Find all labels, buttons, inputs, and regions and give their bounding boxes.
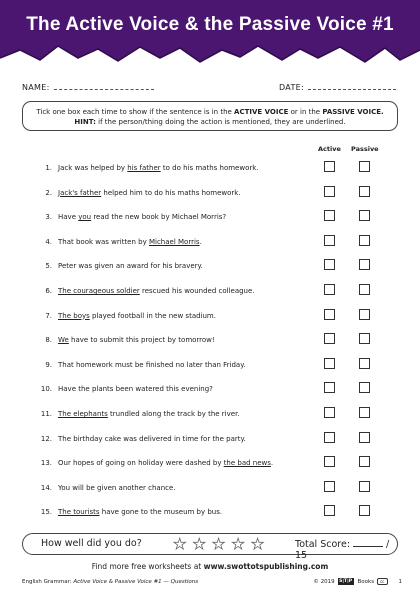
active-checkbox[interactable] (324, 481, 335, 492)
more-worksheets (0, 562, 420, 571)
question-number: 5. (45, 262, 52, 271)
passive-checkbox[interactable] (359, 333, 370, 344)
question-post: rescued his wounded colleague. (139, 287, 255, 295)
question-text (58, 410, 240, 418)
question-number: 4. (45, 237, 52, 246)
instructions-text-1: Tick one box each time to show if the sentence is in the (36, 108, 232, 116)
score-box (22, 533, 398, 561)
question-pre: You will be given another chance. (58, 483, 176, 492)
question-agent: his father (127, 164, 161, 172)
question-text (58, 385, 213, 393)
question-post: have to submit this project by tomorrow! (68, 336, 215, 345)
question-agent: We (58, 336, 69, 345)
date-label: DATE: (278, 83, 304, 92)
footer-italic: Active Voice & Passive Voice #1 — Questions (73, 579, 199, 585)
question-pre: That homework must be finished no later than Friday. (58, 360, 246, 369)
question-pre: Have the plants been watered this evening? (58, 385, 213, 394)
passive-checkbox[interactable] (359, 235, 370, 246)
question-row (0, 429, 420, 454)
question-post: trundled along the track by the river. (107, 410, 240, 418)
question-row (0, 502, 420, 527)
question-pre: Our hopes of going on holiday were dashed by (58, 459, 224, 468)
passive-checkbox[interactable] (359, 456, 370, 467)
footer-title (22, 579, 198, 585)
question-text (58, 213, 226, 221)
question-text (58, 312, 216, 320)
active-checkbox[interactable] (324, 333, 335, 344)
question-pre: Have (58, 213, 79, 222)
question-agent: the bad news (223, 459, 271, 468)
star-icon[interactable]: ★ (250, 535, 271, 553)
question-row (0, 478, 420, 503)
question-agent: The courageous soldier (58, 287, 140, 295)
active-checkbox[interactable] (324, 505, 335, 516)
question-text (58, 336, 215, 344)
question-row (0, 404, 420, 429)
question-agent: The boys (58, 311, 90, 320)
question-post: . (199, 237, 202, 246)
question-number: 14. (40, 483, 52, 492)
passive-checkbox[interactable] (359, 382, 370, 393)
passive-checkbox[interactable] (359, 505, 370, 516)
question-number: 7. (45, 311, 52, 320)
question-row (0, 453, 420, 478)
question-text (58, 262, 203, 270)
total-score-blank[interactable] (353, 538, 383, 547)
instructions-active: ACTIVE VOICE (234, 108, 289, 116)
question-row (0, 183, 420, 208)
question-row (0, 158, 420, 183)
instructions-box (22, 101, 398, 131)
column-header-active: Active (318, 145, 341, 153)
passive-checkbox[interactable] (359, 358, 370, 369)
question-number: 8. (45, 336, 52, 345)
star-icon[interactable]: ★ (192, 535, 212, 553)
question-row (0, 330, 420, 355)
active-checkbox[interactable] (324, 358, 335, 369)
question-text (58, 361, 246, 369)
question-post: helped him to do his maths homework. (101, 188, 241, 197)
passive-checkbox[interactable] (359, 432, 370, 443)
column-header-passive: Passive (351, 145, 379, 153)
page-number: 1 (398, 578, 402, 585)
star-icon[interactable]: ★ (211, 535, 232, 553)
passive-checkbox[interactable] (359, 186, 370, 197)
total-score-label: Total Score: (295, 539, 351, 550)
page-title: The Active Voice & the Passive Voice #1 (26, 14, 394, 35)
star-icon[interactable]: ★ (173, 535, 193, 553)
question-text (58, 459, 273, 467)
active-checkbox[interactable] (324, 210, 335, 221)
rating-stars (173, 535, 270, 553)
question-text (58, 435, 246, 443)
question-row (0, 355, 420, 380)
total-score (295, 538, 397, 561)
question-text (58, 189, 241, 197)
passive-checkbox[interactable] (359, 284, 370, 295)
instructions-hint-label: HINT: (74, 118, 96, 126)
question-number: 15. (40, 508, 52, 517)
date-field[interactable] (279, 83, 396, 92)
title-banner (0, 0, 420, 70)
question-number: 12. (40, 434, 52, 443)
active-checkbox[interactable] (324, 161, 335, 172)
active-checkbox[interactable] (324, 407, 335, 418)
books-text: Books (357, 578, 375, 585)
active-checkbox[interactable] (324, 309, 335, 320)
question-post: read the new book by Michael Morris? (91, 213, 227, 222)
question-number: 6. (45, 287, 52, 295)
question-agent: Jack's father (58, 188, 102, 197)
question-agent: The tourists (58, 508, 100, 517)
date-line[interactable] (308, 83, 396, 90)
footer-copyright (313, 578, 402, 585)
question-row (0, 256, 420, 281)
passive-checkbox[interactable] (359, 481, 370, 492)
active-checkbox[interactable] (324, 235, 335, 246)
question-pre: That book was written by (58, 237, 149, 246)
active-checkbox[interactable] (324, 186, 335, 197)
active-checkbox[interactable] (324, 382, 335, 393)
question-text (58, 287, 255, 295)
more-text: Find more free worksheets at (91, 562, 202, 571)
question-number: 11. (40, 410, 52, 418)
name-line[interactable] (54, 83, 154, 90)
question-number: 13. (40, 459, 52, 468)
question-pre: Peter was given an award for his bravery. (58, 262, 203, 271)
question-number: 2. (45, 188, 52, 197)
question-row (0, 232, 420, 257)
question-row (0, 281, 420, 306)
question-text (58, 238, 202, 246)
passive-checkbox[interactable] (359, 210, 370, 221)
question-post: to do his maths homework. (160, 164, 259, 172)
cc-license-icon: cc (377, 578, 387, 585)
question-pre: Jack was helped by (58, 164, 128, 172)
question-post: . (270, 459, 274, 468)
question-text (58, 164, 259, 172)
question-number: 9. (45, 360, 52, 369)
passive-checkbox[interactable] (359, 407, 370, 418)
copyright-text: © 2019 (313, 578, 335, 585)
active-checkbox[interactable] (324, 432, 335, 443)
active-checkbox[interactable] (324, 259, 335, 270)
publisher-logo: S|T|P (339, 579, 353, 584)
question-post: have gone to the museum by bus. (99, 508, 223, 517)
total-score-max: / 15 (295, 539, 390, 561)
instructions-hint: if the person/thing doing the action is mentioned, they are underlined. (98, 118, 346, 126)
question-number: 3. (45, 213, 52, 222)
name-label: NAME: (22, 83, 50, 92)
active-checkbox[interactable] (324, 456, 335, 467)
name-field[interactable] (22, 83, 154, 92)
question-agent: The elephants (58, 410, 108, 418)
active-checkbox[interactable] (324, 284, 335, 295)
question-post: played football in the new stadium. (89, 311, 216, 320)
instructions-text-2: or in the (290, 108, 321, 116)
question-number: 1. (45, 164, 52, 172)
question-agent: you (78, 213, 92, 222)
star-icon[interactable]: ★ (231, 535, 251, 553)
question-text (58, 484, 176, 492)
question-agent: Michael Morris (148, 237, 200, 246)
question-row (0, 306, 420, 331)
website-link[interactable]: www.swottotspublishing.com (203, 562, 329, 571)
passive-checkbox[interactable] (359, 161, 370, 172)
passive-checkbox[interactable] (359, 309, 370, 320)
question-number: 10. (40, 385, 52, 394)
passive-checkbox[interactable] (359, 259, 370, 270)
question-pre: The birthday cake was delivered in time for the party. (58, 434, 246, 443)
footer-prefix: English Grammar: (22, 579, 72, 585)
self-assessment-question: How well did you do? (41, 538, 142, 549)
question-text (58, 508, 222, 516)
question-row (0, 207, 420, 232)
instructions-passive: PASSIVE VOICE. (322, 108, 384, 116)
question-row (0, 379, 420, 404)
